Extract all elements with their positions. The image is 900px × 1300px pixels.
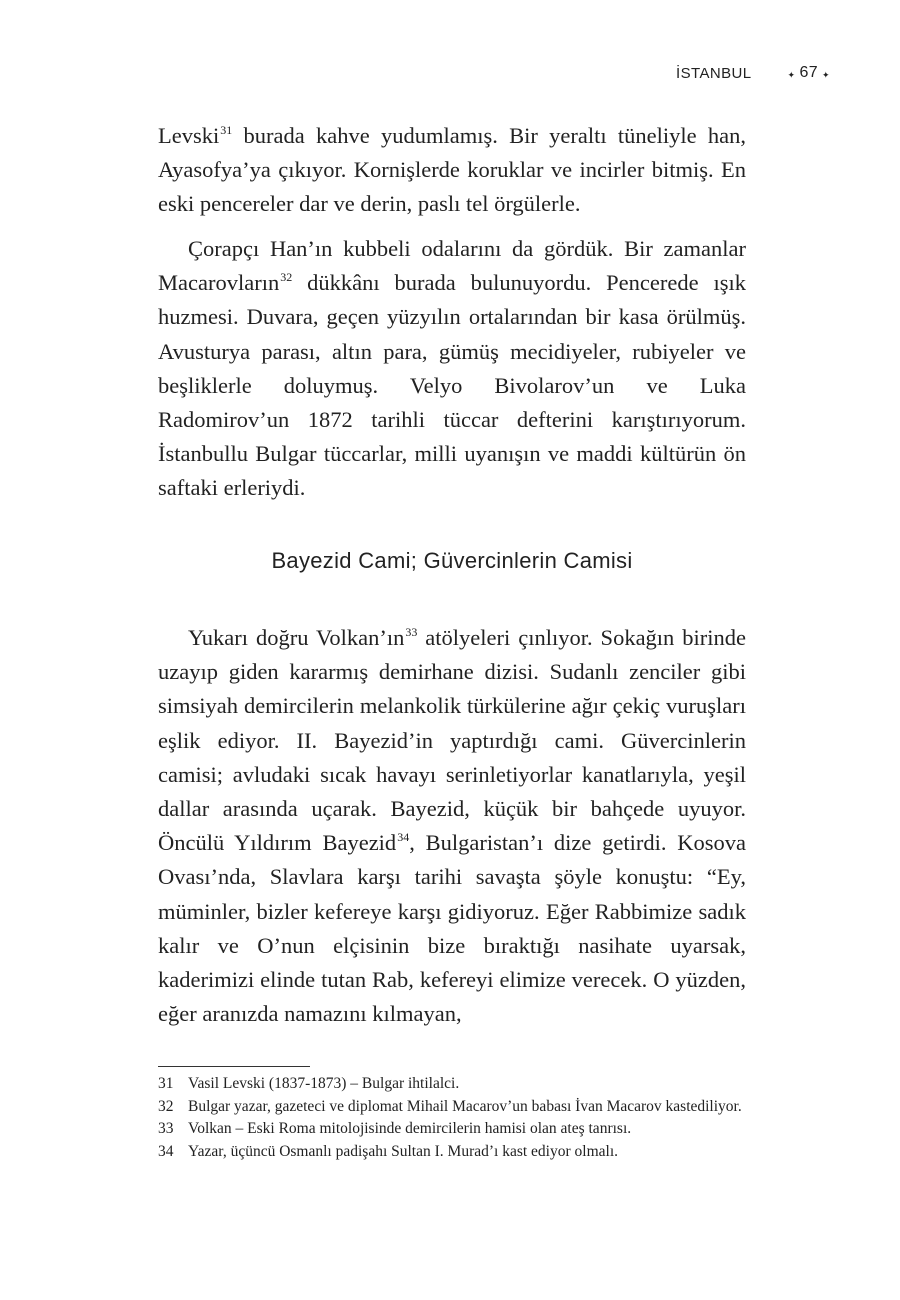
footnote-text: Volkan – Eski Roma mitolojisinde demircilerin hamisi olan ateş tanrısı. bbox=[188, 1120, 632, 1137]
section-heading: Bayezid Cami; Güvercinlerin Camisi bbox=[271, 548, 633, 573]
footnote-text: Vasil Levski (1837-1873) – Bulgar ihtilalci. bbox=[188, 1075, 460, 1092]
page-number: 67 bbox=[799, 64, 819, 81]
footnote-number: 33 bbox=[158, 1120, 174, 1137]
footnote-item bbox=[158, 1142, 758, 1163]
footnote-ref-32: 32 bbox=[280, 270, 293, 285]
footnote-item bbox=[158, 1097, 758, 1118]
body-text-middle bbox=[158, 232, 746, 506]
footnote-item bbox=[158, 1074, 758, 1095]
footnote-item bbox=[158, 1119, 758, 1140]
running-header bbox=[676, 64, 830, 82]
paragraph-corapci-han: Çorapçı Han’ın kubbeli odalarını da gördük. Bir zamanlar Macarovların$^{32}$ dükkânı burada bulunuyordu. Pencerede ışık huzmesi. Duvara, geçen yüzyılın ortalarından bir kasa örülmüş. Avusturya parası, altın para, gümüş mecidiyeler, rubiyeler ve beşliklerle doluymuş. Velyo Bivolarov’un ve Luka Radomirov’un 1872 tarihli tüccar defterini karıştırıyorum. İstanbullu Bulgar tüccarlar, milli uyanışın ve maddi kültürün ön saftaki erleriydi. bbox=[158, 236, 746, 501]
body-text-bottom bbox=[158, 621, 746, 1031]
ornament-left-icon: ✦ bbox=[787, 69, 796, 80]
footnote-number: 34 bbox=[158, 1142, 174, 1160]
footnote-ref-34: 34 bbox=[397, 830, 410, 845]
footnote-ref-31: 31 bbox=[220, 123, 233, 137]
footnote-ref-33: 33 bbox=[405, 625, 418, 639]
footnote-number: 32 bbox=[158, 1097, 174, 1115]
footnote-number: 31 bbox=[158, 1075, 174, 1092]
footnotes bbox=[158, 1074, 758, 1164]
paragraph-volkan: Yukarı doğru Volkan’ın$^{33}$ atölyeleri çınlıyor. Sokağın birinde uzayıp giden kararmış demirhane dizisi. Sudanlı zenciler gibi simsiyah demircilerin melankolik türkülerine ağır çekiç vuruşları eşlik ediyor. II. Bayezid’in yaptırdığı cami. Güvercinlerin camisi; avludaki sıcak havayı serinletiyorlar kanatlarıyla, yeşil dallar arasında uçarak. Bayezid, küçük bir bahçede uyuyor. Öncülü Yıldırım Bayezid$^{34}$, Bulgaristan’ı dize getirdi. Kosova Ovası’nda, Slavlara karşı tarihi savaşta şöyle konuştu: “Ey, müminler, bizler kefereye karşı gidiyoruz. Eğer Rabbimize sadık kalır ve O’nun elçisinin bize bıraktığı nasihate uyarsak, kaderimizi elinde tutan Rab, kefereyi elimize verecek. O yüzden, eğer aranızda namazını kılmayan, bbox=[158, 625, 747, 1027]
footnote-divider bbox=[158, 1066, 310, 1067]
footnote-text: Yazar, üçüncü Osmanlı padişahı Sultan I. Murad’ı kast ediyor olmalı. bbox=[188, 1142, 618, 1160]
paragraph-levski: Levski$^{31}$ burada kahve yudumlamış. Bir yeraltı tüneliyle han, Ayasofya’ya çıkıyor. Kornişlerde koruklar ve incirler bitmiş. En eski pencereler dar ve derin, paslı tel örgülerle. bbox=[158, 123, 746, 217]
footnote-text: Bulgar yazar, gazeteci ve diplomat Mihail Macarov’un babası İvan Macarov kastediliyor. bbox=[188, 1097, 742, 1115]
ornament-right-icon: ✦ bbox=[822, 69, 830, 80]
body-text-top bbox=[158, 119, 746, 222]
running-title: İSTANBUL bbox=[676, 64, 752, 82]
